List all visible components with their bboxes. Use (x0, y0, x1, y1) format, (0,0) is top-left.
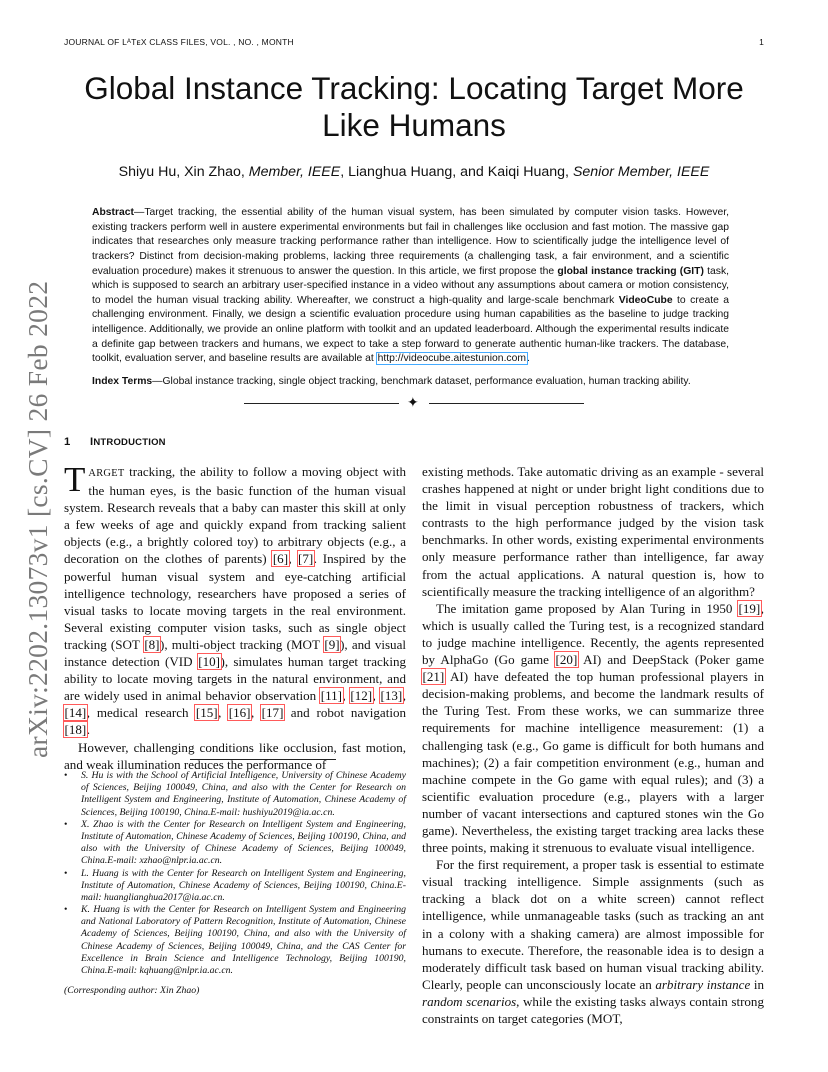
abstract (92, 206, 729, 367)
section-title-rest: NTRODUCTION (93, 437, 166, 448)
title-line-1: Global Instance Tracking: Locating Target More (84, 70, 744, 106)
right-paragraph-3 (422, 856, 764, 1027)
citation-link[interactable]: [7] (298, 551, 314, 567)
divider-line-right (429, 403, 584, 404)
journal-name: JOURNAL OF LᴬTᴇX CLASS FILES, VOL. , NO. , MONTH (64, 37, 294, 47)
abstract-text-1: —Target tracking, the essential ability of the human visual system, has been simulated by computer vision tasks. However, existing trackers perform well in austere experimental environments but fail in challenges like occlusion and fast motion. The massive gap indicates that researches only measure tracking performance rather than intelligence. How to scientifically judge the intelligence level of trackers? Distinct from decision-making problems, lacking three requirements (a challenging task, a fair environment, and a scientific evaluation procedure) makes it strenuous to answer the question. In this article, we first propose the (92, 207, 729, 277)
intro-text: , (402, 688, 407, 704)
intro-paragraph-1 (64, 460, 407, 739)
author-role-1: Member, IEEE (248, 164, 341, 180)
left-column-body (64, 460, 407, 773)
right-paragraph-1: existing methods. Take automatic driving as an example - several crashes happened at night or under bright light conditions due to the limit in visual perception robustness of trackers, which contrasts to the high performance judged by the vision task benchmarks. In other words, existing experimental environments only measure performance rather than intelligence, far away from the actual applications. A natural question is, how to scientifically measure the tracking intelligence of an algorithm? (422, 464, 764, 599)
bullet-icon: • (64, 904, 68, 916)
intro-text: . (86, 722, 91, 738)
intro-text: ), multi-object tracking (MOT (160, 636, 324, 652)
citation-link[interactable]: [9] (324, 636, 340, 652)
intro-text: , (218, 705, 229, 721)
paper-title (40, 70, 788, 144)
bullet-icon: • (64, 818, 68, 830)
footnote-item (64, 868, 406, 905)
bullet-icon: • (64, 867, 68, 879)
citation-link[interactable]: [21] (422, 669, 445, 685)
intro-text: , (251, 705, 262, 721)
page-number: 1 (759, 37, 764, 47)
citation-link[interactable]: [19] (738, 600, 761, 616)
abstract-text-4: . (526, 353, 530, 365)
intro-text: , (342, 688, 350, 704)
intro-text: , (288, 551, 298, 567)
footnote-item (64, 770, 406, 819)
right-column-body (422, 463, 764, 1027)
right-text: The imitation game proposed by Alan Turing in 1950 (436, 600, 738, 616)
right-text: in (750, 976, 764, 992)
right-text: For the first requirement, a proper task is essential to estimate visual tracking intelligence. Simple assignments (such as tracking a black dot on a white screen) cannot reflect intelligence, while unmanageable tasks (such as tracking an ant in a colony with a shaking camera) are almost impossible for humans to execute. Therefore, the reasonable idea is to design a moderately difficult task based on human visual tracking ability. Clearly, people can unconsciously locate an (422, 857, 764, 992)
citation-link[interactable]: [11] (320, 688, 342, 704)
right-text: , while the existing tasks always contain strong constraints on target categories (MOT, (422, 993, 764, 1026)
arxiv-stamp: arXiv:2202.13073v1 [cs.CV] 26 Feb 2022 (22, 280, 53, 758)
right-text: , which is usually called the Turing test, is a recognized standard to judge machine intelligence. Recently, the agents represented by AlphaGo (Go game (422, 600, 764, 668)
index-terms-text: —Global instance tracking, single object tracking, benchmark dataset, performance evaluation, human tracking ability. (152, 376, 691, 387)
citation-link[interactable]: [20] (555, 652, 578, 668)
abstract-label: Abstract (92, 207, 134, 218)
section-divider (244, 397, 584, 411)
drop-cap: T (64, 460, 86, 499)
citation-link[interactable]: [13] (380, 688, 403, 704)
bullet-icon: • (64, 770, 68, 781)
footnote-text: X. Zhao is with the Center for Research on Intelligent System and Engineering, Institute of Automation, Chinese Academy of Sciences, Beijing 100190, China, and also with the University of Chinese Academy of Sciences, Beijing 100049, China.E-mail: xzhao@nlpr.ia.ac.cn. (81, 818, 406, 867)
corresponding-author-note: (Corresponding author: Xin Zhao) (64, 985, 200, 997)
intro-text: ), and visual instance detection (VID (64, 636, 406, 670)
footnotes (64, 770, 406, 997)
divider-line-left (244, 403, 399, 404)
footnote-text: K. Huang is with the Center for Research on Intelligent System and Engineering and National Laboratory of Pattern Recognition, Institute of Automation, Chinese Academy of Sciences, Beijing 100190, China, and also with the University of Chinese Academy of Sciences, Beijing 100049, China, and the CAS Center for Excellence in Brain Science and Intelligence Technology, Beijing 100190, China.E-mail: kqhuang@nlpr.ia.ac.cn. (81, 904, 406, 976)
footnote-item (64, 819, 406, 868)
abstract-text-2: task, which is supposed to search an arbitrary user-specified instance in a video without any assumptions about camera or motion consistency, to model the human visual tracking ability. Whereafter, we construct a high-quality and large-scale benchmark (92, 265, 729, 306)
intro-text: and robot navigation (283, 705, 406, 721)
divider-star-icon: ✦ (407, 396, 419, 411)
project-url-link[interactable]: http://videocube.aitestunion.com (377, 353, 526, 365)
citation-link[interactable]: [17] (261, 705, 284, 721)
citation-link[interactable]: [8] (144, 636, 160, 652)
footnote-text: L. Huang is with the Center for Research on Intelligent System and Engineering, Institute of Automation, Chinese Academy of Sciences, Beijing 100190, China.E-mail: huanglianghua2017@ia.ac.cn. (81, 867, 406, 903)
footnote-rule (190, 759, 336, 760)
abstract-bold-git: global instance tracking (GIT) (557, 265, 704, 277)
intro-text: ), simulates human target tracking ability to locate moving targets in the natural environment, and are widely used in animal behavior observation (64, 654, 407, 704)
citation-link[interactable]: [12] (350, 688, 373, 704)
footnote-item (64, 904, 406, 977)
running-head (64, 37, 764, 49)
author-role-2: Senior Member, IEEE (572, 164, 710, 180)
drop-cap-smallcaps: ARGET (88, 468, 125, 479)
intro-text: , (372, 688, 380, 704)
section-title-initial: I (90, 436, 94, 448)
emphasis-text: arbitrary instance (655, 976, 751, 992)
abstract-bold-videocube: VideoCube (618, 294, 673, 306)
intro-text: , medical research (86, 705, 196, 721)
authors-text-1: Shiyu Hu, Xin Zhao, (118, 164, 249, 180)
right-text: AI) have defeated the top human professional players in decision-making problems, and become the landmark results of the Turing Test. From these works, we can summarize three requirements for machine intelligence measurement: (1) a challenging task (e.g., Go game is difficult for both humans and machines); (2) a fair competition environment (e.g., human and machine compete in the Go game with equal rules); and (3) a scientific evaluation procedure (e.g., players with a larger number of vacant intersections and captured stones win the Go game). Nevertheless, the existing target tracking area lacks these three points, making it strenuous to evaluate visual intelligence. (422, 669, 764, 856)
right-paragraph-2 (422, 600, 764, 856)
emphasis-text: random scenarios (422, 993, 517, 1009)
author-list (40, 163, 788, 181)
citation-link[interactable]: [18] (64, 722, 87, 738)
intro-paragraph-2: However, challenging conditions like occlusion, fast motion, and weak illumination reduces the performance of (64, 739, 406, 772)
right-text: AI) and DeepStack (Poker game (577, 652, 764, 668)
index-terms (92, 375, 729, 389)
citation-link[interactable]: [10] (198, 654, 221, 670)
citation-link[interactable]: [14] (64, 705, 87, 721)
authors-text-2: , Lianghua Huang, and Kaiqi Huang, (340, 164, 573, 180)
title-line-2: Like Humans (322, 107, 506, 143)
index-terms-label: Index Terms (92, 376, 153, 387)
citation-link[interactable]: [16] (228, 705, 251, 721)
footnote-text: S. Hu is with the School of Artificial Intelligence, University of Chinese Academy of Sciences, Beijing 100049, China, and also with the Center for Research on Intelligent System and Engineering, Institute of Automation, Chinese Academy of Sciences, Beijing 100190, China.E-mail: hushiyu2019@ia.ac.cn. (81, 770, 406, 818)
section-number: 1 (64, 436, 71, 448)
citation-link[interactable]: [15] (195, 705, 218, 721)
section-heading-introduction (64, 436, 166, 448)
abstract-text-3: to create a challenging environment. Finally, we design a scientific evaluation procedure using human capabilities as the baseline to judge tracking intelligence. Additionally, we provide an online platform with toolkit and an updated leaderboard. Although the experimental results indicate a definite gap between trackers and humans, we expect to take a step forward to generate authentic human-like trackers. The database, toolkit, evaluation server, and baseline results are available at (92, 294, 729, 365)
intro-text: . Inspired by the powerful human visual system and eye-catching artificial intelligence technology, researchers have proposed a series of visual tasks to locate moving targets in the real environment. Several existing computer vision tasks, such as single object tracking (SOT (64, 551, 406, 652)
citation-link[interactable]: [6] (272, 551, 289, 567)
intro-text: tracking, the ability to follow a moving object with the human eyes, is the basic function of the human visual system. Research reveals that a baby can master this skill at only a few weeks of age and quickly expand from tracking salient objects (e.g., a brightly colored toy) to arbitrary objects (e.g., a decoration on the clothes of parents) (64, 464, 406, 567)
